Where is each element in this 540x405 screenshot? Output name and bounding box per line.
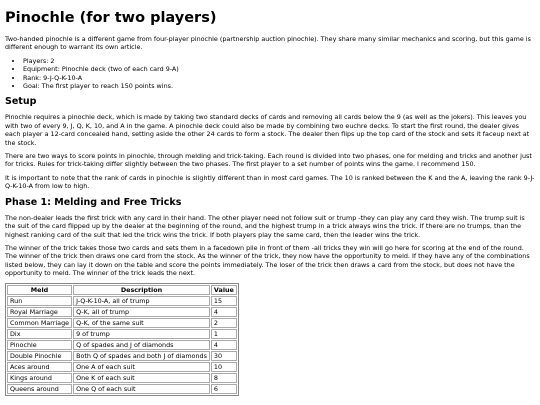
meld-description-cell: 9 of trump [73, 329, 210, 339]
phase1-paragraph-2: The winner of the trick takes those two cards and sets them in a facedown pile in front of them -all tricks they win will go here for scoring at the end of the round. The winner of the trick then draws one card from the stock. As the winner of the trick, they now have the opportunity to meld. If they have any of the combinations listed below, they can lay it down on the table and score the points immediately. The loser of the trick then draws a card from the stock, but does not have the opportunity to meld. The winner of the trick leads the next. [5, 243, 530, 278]
meld-value-cell: 30 [211, 351, 237, 361]
table-row [7, 373, 237, 383]
setup-paragraph-1: Pinochle requires a pinochle deck, which is made by taking two standard decks of cards and removing all cards below the 9 (as well as the jokers). This leaves you with two of every 9, J, Q, K, 10, and A in the game. A pinochle deck could also be made by combining two euchre decks. To start the first round, the dealer gives each player a 12-card concealed hand, setting aside the other 24 cards to form a stock. The dealer then flips up the top card of the stock and sets it faceup next at the stock. [5, 113, 530, 147]
meld-value-cell: 1 [211, 329, 237, 339]
table-row [7, 318, 237, 328]
meld-name-cell: Dix [7, 329, 72, 339]
meld-description-cell: One K of each suit [73, 373, 210, 383]
fact-goal: • Goal: The first player to reach 150 points wins. [23, 82, 535, 90]
meld-description-cell: Q-K, all of trump [73, 307, 210, 317]
setup-paragraph-3: It is important to note that the rank of cards in pinochle is slightly different than in most card games. The 10 is ranked between the K and the A, leaving the rank 9-J-Q-K-10-A from low to high. [5, 173, 535, 191]
meld-description-cell: Q-K, of the same suit [73, 318, 210, 328]
meld-description-cell: J-Q-K-10-A, all of trump [73, 296, 210, 306]
facts-list [5, 57, 535, 91]
meld-table [5, 283, 239, 396]
setup-paragraph-2: There are two ways to score points in pinochle, through melding and trick-taking. Each round is divided into two phases, one for melding and tricks and another just for tricks. Rules for trick-taking differ slightly between the two phases. The first player to a set number of points wins the game. I recommend 150. [5, 152, 532, 169]
meld-name-cell: Pinochle [7, 340, 72, 350]
fact-equipment: • Equipment: Pinochle deck (two of each card 9-A) [23, 65, 535, 73]
table-row [7, 296, 237, 306]
meld-value-cell: 10 [211, 362, 237, 372]
page-title: Pinochle (for two players) [5, 10, 217, 26]
meld-name-cell: Queens around [7, 384, 72, 394]
meld-description-cell: One A of each suit [73, 362, 210, 372]
meld-description-cell: Q of spades and J of diamonds [73, 340, 210, 350]
fact-players: • Players: 2 [23, 57, 535, 65]
meld-value-cell: 15 [211, 296, 237, 306]
meld-name-cell: Common Marriage [7, 318, 72, 328]
fact-rank: • Rank: 9-J-Q-K-10-A [23, 74, 535, 82]
table-row [7, 307, 237, 317]
table-row [7, 362, 237, 372]
table-row [7, 329, 237, 339]
meld-value-cell: 6 [211, 384, 237, 394]
column-header-description: Description [73, 285, 210, 295]
meld-value-cell: 8 [211, 373, 237, 383]
meld-table-header-row [7, 285, 237, 295]
meld-name-cell: Royal Marriage [7, 307, 72, 317]
phase1-paragraph-1: The non-dealer leads the first trick with any card in their hand. The other player need not follow suit or trump -they can play any card they wish. The trump suit is the suit of the card flipped up by the dealer at the beginning of the round, and the highest trump in a trick always wins the trick. If there are no trumps, than the highest ranking card of the suit that led the trick wins the trick. If both players play the same card, then the leader wins the trick. [5, 213, 525, 239]
column-header-value: Value [211, 285, 237, 295]
intro-paragraph: Two-handed pinochle is a different game from four-player pinochle (partnership auction pinochle). They share many similar mechanics and scoring, but this game is different enough to warrant its own article. [5, 35, 531, 52]
setup-heading: Setup [5, 96, 37, 108]
table-row [7, 384, 237, 394]
meld-description-cell: Both Q of spades and both J of diamonds [73, 351, 210, 361]
meld-name-cell: Run [7, 296, 72, 306]
meld-value-cell: 4 [211, 307, 237, 317]
table-row [7, 340, 237, 350]
meld-description-cell: One Q of each suit [73, 384, 210, 394]
meld-name-cell: Kings around [7, 373, 72, 383]
meld-name-cell: Double Pinochle [7, 351, 72, 361]
meld-value-cell: 2 [211, 318, 237, 328]
column-header-meld: Meld [7, 285, 72, 295]
meld-value-cell: 4 [211, 340, 237, 350]
meld-name-cell: Aces around [7, 362, 72, 372]
phase1-heading: Phase 1: Melding and Free Tricks [5, 196, 182, 208]
table-row [7, 351, 237, 361]
